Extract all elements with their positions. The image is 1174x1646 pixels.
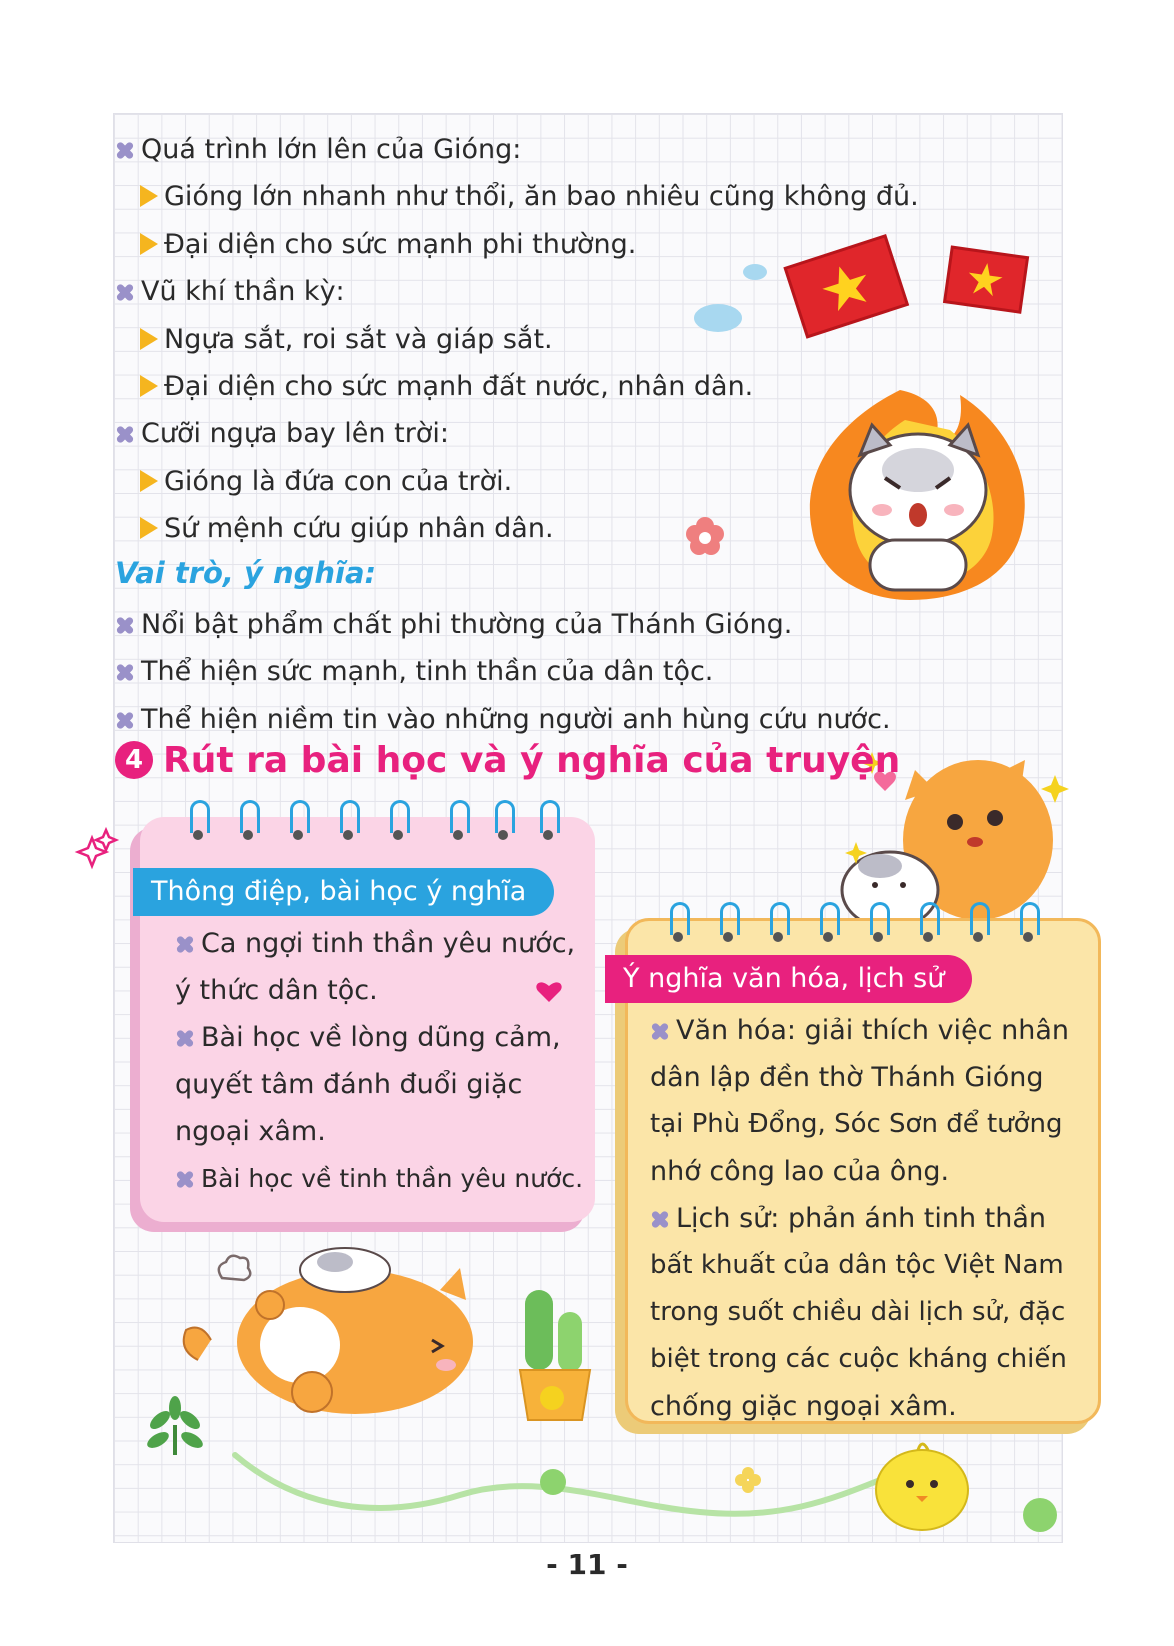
lesson-line: ý thức dân tộc. bbox=[175, 975, 378, 1006]
role-item: Thể hiện sức mạnh, tinh thần của dân tộc. bbox=[115, 650, 713, 694]
bullet-icon bbox=[115, 140, 135, 160]
growth-heading: Quá trình lớn lên của Gióng: bbox=[115, 128, 521, 172]
culture-card-tag: Ý nghĩa văn hóa, lịch sử bbox=[605, 955, 972, 1003]
heart-icon bbox=[535, 980, 563, 1004]
weapon-item: Đại diện cho sức mạnh đất nước, nhân dân. bbox=[140, 365, 753, 409]
vietnam-flag-icon bbox=[945, 247, 1028, 312]
lesson-line: Bài học về lòng dũng cảm, bbox=[175, 1014, 561, 1061]
flower-icon bbox=[686, 517, 724, 555]
arrow-bullet-icon bbox=[140, 328, 158, 350]
bullet-icon bbox=[115, 662, 135, 682]
green-dot bbox=[540, 1469, 566, 1495]
flower-icon bbox=[735, 1467, 761, 1493]
culture-line: trong suốt chiều dài lịch sử, đặc bbox=[650, 1297, 1066, 1327]
lesson-line: ngoại xâm. bbox=[175, 1116, 326, 1147]
green-dot bbox=[1023, 1498, 1057, 1532]
blue-blob bbox=[743, 264, 767, 280]
fly-item: Sứ mệnh cứu giúp nhân dân. bbox=[140, 507, 554, 551]
weapon-heading: Vũ khí thần kỳ: bbox=[115, 270, 345, 314]
weapon-item: Ngựa sắt, roi sắt và giáp sắt. bbox=[140, 318, 553, 362]
culture-line: Lịch sử: phản ánh tinh thần bbox=[650, 1195, 1046, 1242]
leaf-icon bbox=[145, 1396, 206, 1455]
bullet-icon bbox=[175, 934, 195, 954]
section-number-badge: 4 bbox=[115, 741, 153, 779]
growth-item: Gióng lớn nhanh như thổi, ăn bao nhiêu cũng không đủ. bbox=[140, 175, 919, 219]
blue-blob bbox=[694, 304, 742, 332]
culture-line: biệt trong các cuộc kháng chiến bbox=[650, 1344, 1067, 1374]
lesson-line: Ca ngợi tinh thần yêu nước, bbox=[175, 920, 575, 967]
bullet-icon bbox=[115, 282, 135, 302]
growth-item: Đại diện cho sức mạnh phi thường. bbox=[140, 223, 636, 267]
bullet-icon bbox=[175, 1028, 195, 1048]
culture-line: nhớ công lao của ông. bbox=[650, 1156, 950, 1187]
culture-line: bất khuất của dân tộc Việt Nam bbox=[650, 1250, 1064, 1280]
culture-line: chống giặc ngoại xâm. bbox=[650, 1391, 957, 1422]
vietnam-flag-icon bbox=[785, 236, 907, 337]
cactus-plant-icon bbox=[520, 1290, 590, 1420]
lying-cat-icon bbox=[184, 1248, 473, 1414]
bullet-icon bbox=[175, 1169, 195, 1189]
arrow-bullet-icon bbox=[140, 233, 158, 255]
role-item: Thể hiện niềm tin vào những người anh hùng cứu nước. bbox=[115, 698, 891, 742]
fly-item: Gióng là đứa con của trời. bbox=[140, 460, 512, 504]
arrow-bullet-icon bbox=[140, 185, 158, 207]
cloud-icon bbox=[219, 1256, 250, 1280]
lesson-line: Bài học về tinh thần yêu nước. bbox=[175, 1155, 583, 1202]
role-item: Nổi bật phẩm chất phi thường của Thánh Gióng. bbox=[115, 603, 792, 647]
section-4-title: 4 Rút ra bài học và ý nghĩa của truyện bbox=[115, 740, 900, 781]
culture-card-rings bbox=[660, 902, 1080, 942]
bullet-icon bbox=[650, 1209, 670, 1229]
angry-fire-cat-icon bbox=[810, 390, 1025, 600]
culture-line: tại Phù Đổng, Sóc Sơn để tưởng bbox=[650, 1109, 1063, 1139]
arrow-bullet-icon bbox=[140, 517, 158, 539]
page-number: - 11 - bbox=[546, 1548, 628, 1581]
fly-heading: Cưỡi ngựa bay lên trời: bbox=[115, 412, 449, 456]
bullet-icon bbox=[115, 615, 135, 635]
lesson-line: quyết tâm đánh đuổi giặc bbox=[175, 1069, 523, 1100]
role-heading: Vai trò, ý nghĩa: bbox=[115, 556, 377, 590]
sparkle-icon bbox=[78, 830, 116, 866]
chick-icon bbox=[876, 1444, 968, 1530]
lesson-card-tag: Thông điệp, bài học ý nghĩa bbox=[133, 868, 554, 916]
lesson-card-rings bbox=[180, 800, 580, 840]
arrow-bullet-icon bbox=[140, 375, 158, 397]
bullet-icon bbox=[115, 424, 135, 444]
culture-line: dân lập đền thờ Thánh Gióng bbox=[650, 1062, 1044, 1093]
bullet-icon bbox=[650, 1021, 670, 1041]
culture-line: Văn hóa: giải thích việc nhân bbox=[650, 1007, 1069, 1054]
bullet-icon bbox=[115, 710, 135, 730]
arrow-bullet-icon bbox=[140, 470, 158, 492]
